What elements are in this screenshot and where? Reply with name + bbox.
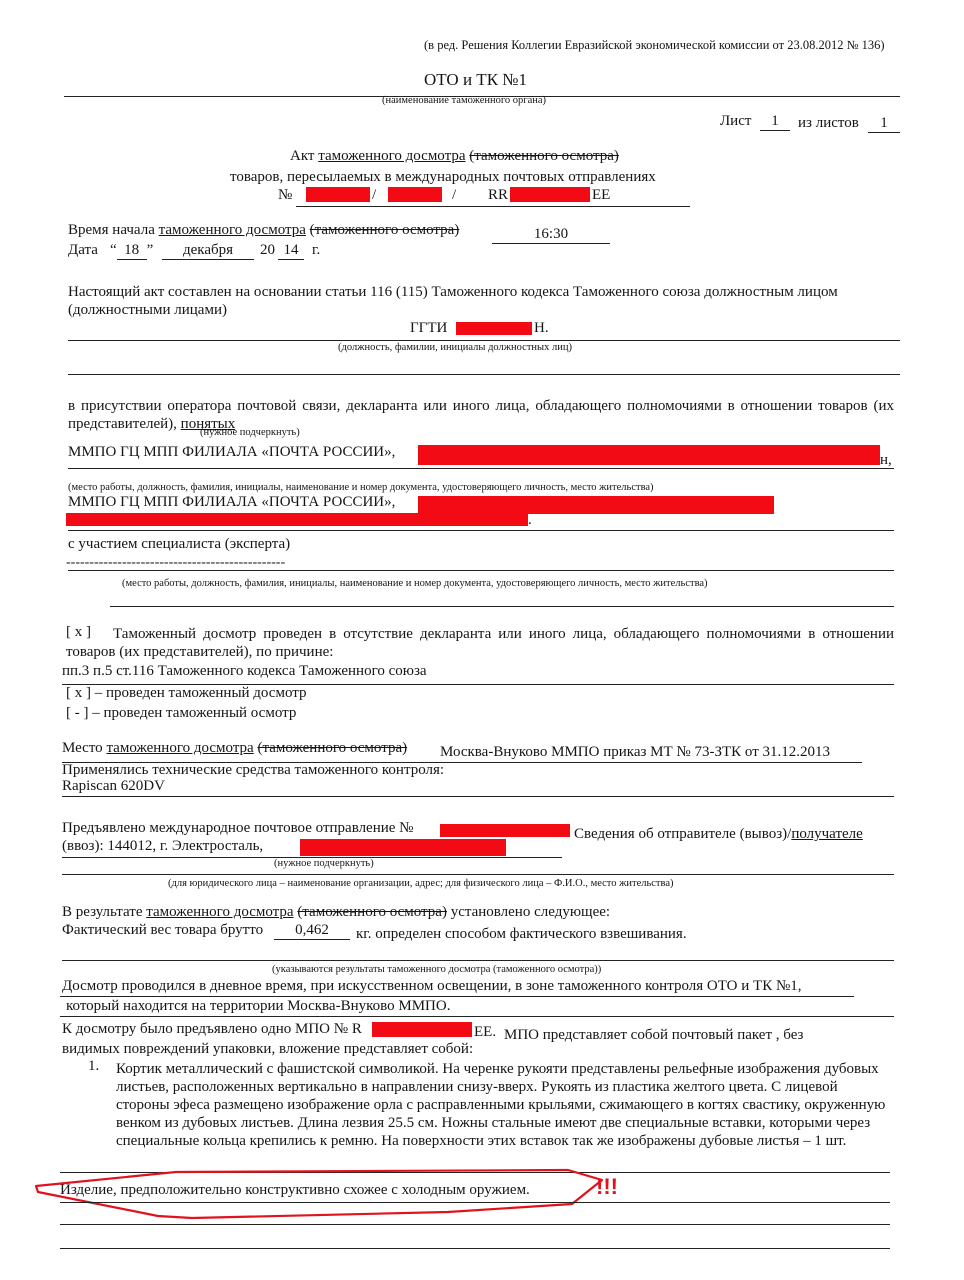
divider: [62, 960, 894, 961]
divider: [60, 1224, 890, 1225]
person2: ММПО ГЦ МПП ФИЛИАЛА «ПОЧТА РОССИИ»,: [68, 494, 396, 510]
divider: [62, 796, 894, 797]
check2-label: – проведен таможенный осмотр: [92, 705, 297, 721]
means-label: Применялись технические средства таможенного контроля:: [62, 762, 445, 778]
divider: [60, 996, 854, 997]
check1-box: [ x ]: [66, 685, 91, 701]
start-alt: (таможенного осмотра): [309, 222, 460, 238]
date-month: декабря: [162, 242, 254, 260]
header-note: (в ред. Решения Коллегии Евразийской экономической комиссии от 23.08.2012 № 136): [424, 38, 885, 52]
specialist-caption: (место работы, должность, фамилия, инициалы, наименование и номер документа, удостоверяющего личность, место жительства): [122, 578, 708, 589]
parcel-import-label: (ввоз): 144012, г. Электросталь,: [62, 838, 264, 854]
absence-text: Таможенный досмотр проведен в отсутствие декларанта или иного лица, обладающего полномочиями в отношении товаров (их представителей), по причине:: [66, 626, 894, 660]
weight-value: 0,462: [274, 922, 350, 940]
divider: [68, 530, 894, 531]
date-label: Дата: [68, 242, 98, 258]
result-line1: Досмотр проводился в дневное время, при искусственном освещении, в зоне таможенного контроля ОТО и ТК №1,: [62, 978, 802, 994]
presented-d: видимых повреждений упаковки, вложение представляет собой:: [62, 1041, 474, 1057]
result-line2: который находится на территории Москва-Внуково ММПО.: [66, 998, 451, 1014]
result-alt: (таможенного осмотра): [297, 904, 447, 920]
presence-text-before: в присутствии оператора почтовой связи, декларанта или иного лица, обладающего полномочиями в отношении товаров (их представителей),: [68, 398, 894, 432]
place-alt: (таможенного осмотра): [257, 740, 408, 756]
person-caption: (место работы, должность, фамилия, инициалы, наименование и номер документа, удостоверяющего личность, место жительства): [68, 482, 654, 493]
act-number-suffix: EE: [592, 187, 611, 203]
person1: ММПО ГЦ МПП ФИЛИАЛА «ПОЧТА РОССИИ»,: [68, 444, 396, 460]
presence-underline-note: (нужное подчеркнуть): [200, 427, 300, 438]
act-number-label: №: [278, 187, 293, 203]
parcel-recipient-label: получателе: [791, 826, 863, 842]
sheet-number: 1: [760, 113, 790, 131]
start-term: таможенного досмотра: [158, 222, 306, 238]
redaction: [456, 322, 532, 335]
redaction: [440, 824, 570, 837]
result-caption: (указываются результаты таможенного досмотра (таможенного осмотра)): [272, 964, 602, 975]
officer-suffix: Н.: [534, 320, 549, 336]
person1-tail: н,: [880, 452, 892, 468]
specialist-dashes: -----------------------------------------------: [66, 555, 286, 570]
act-title-alt: (таможенного осмотра): [469, 148, 619, 164]
result-header: [62, 904, 610, 921]
item-number: 1.: [88, 1058, 100, 1074]
place-value: Москва-Внуково ММПО приказ МТ № 73-ЗТК от 31.12.2013: [440, 744, 830, 760]
redaction: [66, 513, 528, 526]
act-title-line2: товаров, пересылаемых в международных почтовых отправлениях: [230, 169, 656, 185]
person2-tail: .: [528, 512, 532, 528]
exclamation-mark: !!!: [596, 1174, 618, 1199]
result-suffix: установлено следующее:: [450, 904, 611, 920]
divider: [60, 1016, 894, 1017]
parcel-sender-block: [574, 826, 863, 843]
presented-b: EE.: [474, 1024, 497, 1040]
specialist-label: с участием специалиста (эксперта): [68, 536, 291, 552]
check2: [66, 705, 296, 722]
redaction: [388, 187, 442, 202]
parcel-label: Предъявлено международное почтовое отправление №: [62, 820, 414, 836]
absence-checkbox: [ x ]: [66, 624, 91, 640]
divider: [68, 468, 894, 469]
weight-suffix: кг. определен способом фактического взвешивания.: [356, 926, 687, 942]
date-year-word: г.: [312, 242, 321, 258]
check1-label: – проведен таможенный досмотр: [94, 685, 307, 701]
divider: [110, 606, 894, 607]
presented-c: МПО представляет собой почтовый пакет , без: [504, 1027, 804, 1043]
divider: [62, 874, 894, 875]
parcel-caption: (для юридического лица – наименование организации, адрес; для физического лица – Ф.И.О., место жительства): [168, 878, 674, 889]
divider: [296, 206, 690, 207]
officer-caption: (должность, фамилии, инициалы должностных лиц): [338, 342, 572, 353]
start-time-label: [68, 222, 459, 239]
date-day: “ 18 ”: [110, 242, 154, 258]
item-text: Кортик металлический с фашистской символикой. На черенке рукояти представлены рельефные изображения дубовых листьев, расположенных вертикально в направлении снизу-вверх. Рукоять из пластика желтого цвета. С лицевой стороны эфеса размещено изображение орла с расправленными крыльями, сжимающего в когтях свастику, окруженную венком из дубовых листьев. Длина лезвия 25.5 см. Ножны стальные имеют две специальные вставки, которыми через специальные кольца крепились к ремню. На поверхности этих вставок так же изображены дубовые листья – 1 шт.: [116, 1061, 886, 1149]
divider: [68, 374, 900, 375]
sheet-total: 1: [868, 115, 900, 133]
divider: [60, 1248, 890, 1249]
place-term: таможенного досмотра: [106, 740, 254, 756]
presence-text: [68, 398, 894, 433]
start-time-value: 16:30: [492, 226, 610, 244]
check2-box: [ - ]: [66, 705, 89, 721]
date-year-suffix: 14: [278, 242, 304, 260]
absence-reason: пп.3 п.5 ст.116 Таможенного кодекса Таможенного союза: [62, 663, 427, 679]
place-label-block: [62, 740, 407, 757]
customs-office-caption: (наименование таможенного органа): [382, 95, 547, 106]
start-label: Время начала: [68, 222, 155, 238]
divider: [68, 570, 894, 571]
redaction: [418, 496, 774, 514]
act-number-sep2: /: [452, 187, 457, 203]
sheet-of-label: из листов: [798, 115, 859, 131]
presented-a: К досмотру было предъявлено одно МПО № R: [62, 1021, 362, 1037]
weight-label: Фактический вес товара брутто: [62, 922, 264, 938]
act-title: [290, 148, 619, 165]
result-prefix: В результате: [62, 904, 143, 920]
check1: [66, 685, 307, 702]
divider: [60, 1202, 890, 1203]
date-day-value: 18: [117, 242, 147, 260]
sheet-label: Лист: [720, 113, 752, 129]
presence-witnesses: понятых: [180, 415, 236, 432]
redaction: [372, 1022, 472, 1037]
act-title-prefix: Акт: [290, 148, 315, 164]
officer-prefix: ГГТИ: [410, 320, 448, 336]
parcel-underline-note: (нужное подчеркнуть): [274, 858, 374, 869]
means-value: Rapiscan 620DV: [62, 778, 165, 794]
act-number-sep1: /: [372, 187, 377, 203]
redaction: [306, 187, 370, 202]
parcel-sender-label: Сведения об отправителе (вывоз)/: [574, 826, 792, 842]
place-label: Место: [62, 740, 103, 756]
redaction: [510, 187, 590, 202]
basis-text: Настоящий акт составлен на основании статьи 116 (115) Таможенного кодекса Таможенного союза должностным лицом (должностными лицами): [68, 284, 838, 318]
customs-office-name: ОТО и ТК №1: [424, 70, 528, 89]
redaction: [418, 445, 880, 465]
date-year-prefix: 20: [260, 242, 275, 258]
act-number-prefix: RR: [488, 187, 509, 203]
conclusion-text: Изделие, предположительно конструктивно схожее с холодным оружием.: [60, 1182, 530, 1198]
redaction: [300, 839, 506, 856]
divider: [68, 340, 900, 341]
result-term: таможенного досмотра: [146, 904, 294, 920]
act-title-term: таможенного досмотра: [318, 148, 466, 164]
